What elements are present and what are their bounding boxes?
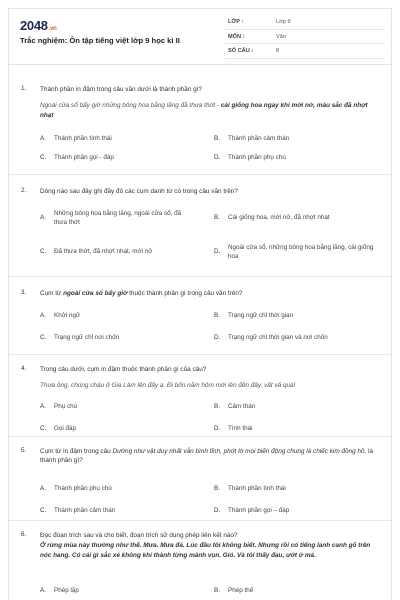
option-text: Phụ chú (54, 403, 78, 410)
question-text: Thành phần in đậm trong câu văn dưới là thành phần gì? (40, 86, 202, 93)
option-label: A. (40, 312, 46, 319)
question-number: 4. (21, 365, 27, 372)
meta-row-subject (225, 30, 385, 45)
context-plain: Ngoài cửa sổ bấy giờ những bông hoa bằng lăng đã thưa thớt - (40, 102, 221, 109)
logo-main: 2048 (20, 18, 48, 33)
option-text: Cảm thán (228, 403, 256, 410)
option-text: Thành phần cảm thán (54, 507, 116, 514)
option-label: A. (40, 214, 46, 221)
question-number: 1. (21, 85, 27, 92)
option-label: D. (214, 248, 221, 255)
question-2 (9, 175, 392, 277)
question-1 (9, 73, 392, 175)
question-3 (9, 277, 392, 355)
meta-table (225, 15, 385, 59)
meta-value: 8 (276, 48, 280, 54)
page-title: Trắc nghiệm: Ôn tập tiếng việt lớp 9 học kì II (20, 36, 180, 45)
site-logo[interactable] (20, 18, 57, 33)
option-label: C. (40, 334, 47, 341)
question-text (40, 289, 382, 298)
option-text: Phép thế (228, 587, 254, 594)
option-text: Ngoài cửa sổ, những bông hoa bằng lăng, cái giống hoa (228, 244, 374, 260)
option-label: D. (214, 507, 221, 514)
meta-key: MÔN : (228, 33, 245, 40)
option-text: Khởi ngữ (54, 312, 81, 319)
option-label: D. (214, 154, 221, 161)
meta-key: SỐ CÂU : (228, 48, 254, 54)
question-number: 6. (21, 531, 27, 538)
question-text-part: thuộc thành phần gì trong câu văn trên? (127, 290, 243, 297)
option-text: Thành phần phụ chú (228, 154, 286, 161)
option-label: B. (214, 403, 220, 410)
context-bold: cái giống hoa ngay khi mới nở, màu sắc đã nhợt nhạt (40, 102, 368, 119)
worksheet-page (8, 8, 392, 600)
option-label: A. (40, 587, 46, 594)
option-text: Trạng ngữ chỉ thời gian và nơi chốn (228, 334, 328, 341)
option-label: B. (214, 312, 220, 319)
option-label: A. (40, 485, 46, 492)
option-label: B. (214, 485, 220, 492)
option-text: Thành phần gọi – đáp (228, 507, 290, 514)
question-6 (9, 521, 392, 600)
question-text: Đọc đoạn trích sau và cho biết, đoạn trích sử dụng phép liên kết nào? (40, 532, 238, 539)
meta-value: Văn (276, 33, 286, 40)
option-label: C. (40, 154, 47, 161)
question-text-emphasis: Dường như vật duy nhất vẫn bình tĩnh, phớt lờ mọi biến động chung là chiếc kim đồng hồ. (112, 448, 367, 455)
question-4 (9, 355, 392, 437)
meta-row-count (225, 44, 385, 59)
question-context (40, 101, 382, 120)
question-context: Ở rừng mùa này thường như thế. Mưa. Mưa đá. Lúc đầu tôi không biết. Nhưng rồi có tiếng lanh canh gõ trên nóc hang. Có cái gì sắc xé không khí thành từng mảnh vụn. Gió. Và tôi thấy đau, ướt ở má. (40, 542, 371, 559)
option-text: Thành phần tình thái (228, 485, 286, 492)
option-text: Những bông hoa bằng lăng, ngoài cửa sổ, đã thưa thớt (54, 210, 182, 226)
question-text (40, 447, 382, 465)
option-text: Thành phần phụ chú (54, 485, 112, 492)
question-text: Trong câu dưới, cụm in đậm thuộc thành phần gì của câu? (40, 366, 207, 373)
option-text: Thành phần cảm thán (228, 135, 290, 142)
option-text: Tình thái (228, 425, 253, 432)
question-text-emphasis: ngoài cửa sổ bấy giờ (63, 290, 128, 297)
option-label: C. (40, 248, 47, 255)
question-number: 2. (21, 187, 27, 194)
question-text-part: là thành phần gì? (40, 448, 374, 464)
option-text: Trạng ngữ chỉ nơi chốn (54, 334, 120, 341)
option-text: Đã thưa thớt, đã nhợt nhạt, mới nở (54, 248, 153, 255)
option-text: Trạng ngữ chỉ thời gian (228, 312, 294, 319)
meta-value: Lớp 9 (276, 19, 291, 25)
option-text: Cái giống hoa, mới nở, đã nhợt nhạt (228, 214, 330, 221)
option-label: A. (40, 135, 46, 142)
question-text-part: Cụm từ in đậm trong câu (40, 448, 113, 455)
meta-row-class (225, 15, 385, 30)
question-context: Thưa ông, chúng cháu ở Gia Lâm lên đấy ạ. Đi bốn năm hôm mới lên đến đây, vất vả quá! (40, 382, 296, 389)
option-label: D. (214, 425, 221, 432)
option-label: B. (214, 135, 220, 142)
meta-key: LỚP : (228, 19, 244, 25)
question-text: Dòng nào sau đây ghi đầy đủ các cụm danh từ có trong câu văn trên? (40, 188, 238, 195)
question-text-part: Cụm từ (40, 290, 64, 297)
logo-suffix: .vn (48, 26, 57, 32)
question-number: 3. (21, 289, 27, 296)
option-label: B. (214, 587, 220, 594)
option-label: C. (40, 425, 47, 432)
option-text: Phép lặp (54, 587, 79, 594)
question-5 (9, 437, 392, 521)
option-label: A. (40, 403, 46, 410)
question-number: 5. (21, 447, 27, 454)
option-label: B. (214, 214, 220, 221)
option-text: Thành phần gọi - đáp (54, 154, 114, 161)
option-text: Thành phần tình thái (54, 135, 112, 142)
option-text: Gọi đáp (54, 425, 77, 432)
option-label: D. (214, 334, 221, 341)
worksheet-header (9, 9, 391, 65)
option-label: C. (40, 507, 47, 514)
